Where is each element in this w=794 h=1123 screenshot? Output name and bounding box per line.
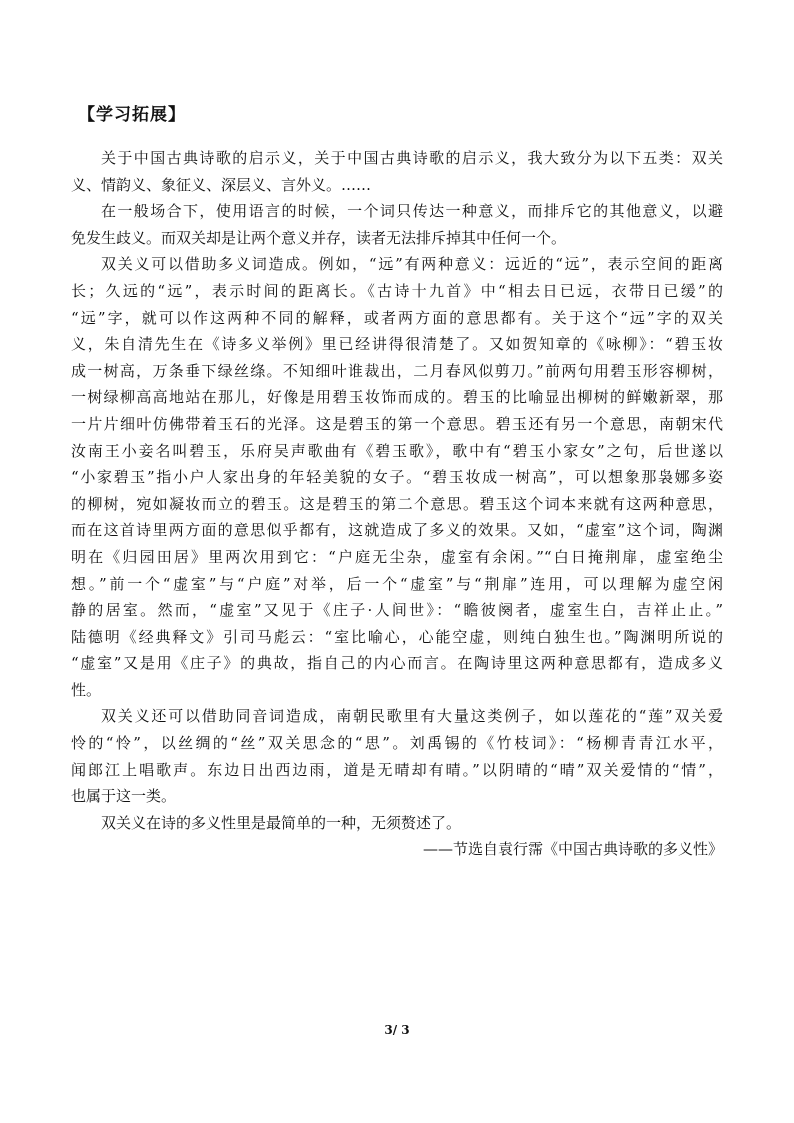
paragraph-line: 闻郎江上唱歌声。东边日出西边雨，道是无晴却有晴。”以阴晴的“晴”双关爱情的“情”，: [71, 760, 723, 779]
paragraph-line: 怜的“怜”，以丝绸的“丝”双关思念的“思”。刘禹锡的《竹枝词》：“杨柳青青江水平，: [71, 734, 723, 753]
paragraph-line: 汝南王小妾名叫碧玉，乐府吴声歌曲有《碧玉歌》，歌中有“碧玉小家女”之句，后世遂以: [71, 441, 723, 460]
paragraph-line: “远”字，就可以作这两种不同的解释，或者两方面的意思都有。关于这个“远”字的双关: [71, 308, 723, 327]
paragraph-line: 免发生歧义。而双关却是让两个意义并存，读者无法排斥掉其中任何一个。: [71, 228, 567, 247]
paragraph-line: 而在这首诗里两方面的意思似乎都有，这就造成了多义的效果。又如，“虚室”这个词，陶渊: [71, 521, 723, 540]
source-attribution: ——节选自袁行霈《中国古典诗歌的多义性》: [422, 840, 723, 859]
paragraph-line: 静的居室。然而，“虚室”又见于《庄子·人间世》：“瞻彼阕者，虚室生白，吉祥止止。”: [71, 601, 723, 620]
article-body: [71, 145, 723, 863]
paragraph-line: “虚室”又是用《庄子》的典故，指自己的内心而言。在陶诗里这两种意思都有，造成多义: [71, 654, 723, 673]
paragraph-line: 关于中国古典诗歌的启示义，关于中国古典诗歌的启示义，我大致分为以下五类：双关: [101, 149, 723, 167]
paragraph-line: 双关义可以借助多义词造成。例如，“远”有两种意义：远近的“远”，表示空间的距离: [101, 255, 723, 274]
paragraph-line: “小家碧玉”指小户人家出身的年轻美貌的女子。“碧玉妆成一树高”，可以想象那袅娜多姿: [71, 468, 723, 487]
section-heading: 【学习拓展】: [78, 105, 186, 125]
paragraph-line: 的柳树，宛如凝妆而立的碧玉。这是碧玉的第二个意思。碧玉这个词本来就有这两种意思，: [71, 494, 723, 513]
paragraph-line: 义，朱自清先生在《诗多义举例》里已经讲得很清楚了。又如贺知章的《咏柳》：“碧玉妆: [71, 335, 723, 354]
paragraph-line: 成一树高，万条垂下绿丝绦。不知细叶谁裁出，二月春风似剪刀。”前两句用碧玉形容柳树，: [71, 361, 723, 380]
paragraph-line: 想。”前一个“虚室”与“户庭”对举，后一个“虚室”与“荆扉”连用，可以理解为虚空闲: [71, 574, 723, 593]
paragraph-line: 长；久远的“远”，表示时间的距离长。《古诗十九首》中“相去日已远，衣带日已缓”的: [71, 281, 723, 300]
paragraph-line: 双关义还可以借助同音词造成，南朝民歌里有大量这类例子，如以莲花的“莲”双关爱: [101, 707, 723, 726]
paragraph-line: 陆德明《经典释文》引司马彪云：“室比喻心，心能空虚，则纯白独生也。”陶渊明所说的: [71, 627, 723, 646]
paragraph-line: 一片片细叶仿佛带着玉石的光泽。这是碧玉的第一个意思。碧玉还有另一个意思，南朝宋代: [71, 414, 723, 433]
paragraph-line: 明在《归园田居》里两次用到它：“户庭无尘杂，虚室有余闲。”“白日掩荆扉，虚室绝尘: [71, 547, 723, 566]
paragraph-line: 一树绿柳高高地站在那儿，好像是用碧玉妆饰而成的。碧玉的比喻显出柳树的鲜嫩新翠，那: [71, 388, 723, 407]
paragraph-line: 性。: [71, 680, 102, 699]
paragraph-line: 义、情韵义、象征义、深层义、言外义。……: [71, 175, 372, 194]
paragraph-line: 在一般场合下，使用语言的时候，一个词只传达一种意义，而排斥它的其他意义，以避: [101, 202, 723, 221]
paragraph-line: 双关义在诗的多义性里是最简单的一种，无须赘述了。: [101, 813, 462, 832]
page-number: 3/ 3: [384, 1023, 410, 1037]
paragraph-line: 也属于这一类。: [71, 787, 177, 806]
